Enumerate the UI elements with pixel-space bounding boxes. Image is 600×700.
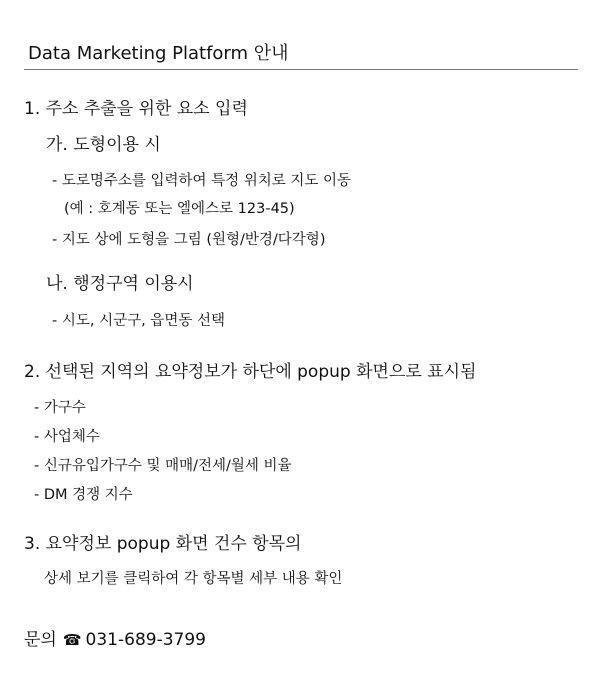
section-2-item-4: - DM 경쟁 지수 bbox=[34, 487, 133, 503]
section-2-heading: 2. 선택된 지역의 요약정보가 하단에 popup 화면으로 표시됨 bbox=[24, 362, 477, 382]
subsection-1a-item-1: - 도로명주소를 입력하여 특정 위치로 지도 이동 bbox=[52, 173, 352, 189]
subsection-1a-heading: 가. 도형이용 시 bbox=[46, 135, 161, 155]
title-divider bbox=[24, 69, 578, 70]
section-2-item-2: - 사업체수 bbox=[34, 429, 100, 445]
subsection-1a-item-2: (예 : 호계동 또는 엘에스로 123-45) bbox=[64, 201, 295, 217]
contact-line bbox=[24, 625, 206, 650]
contact-phone-number[interactable]: 031-689-3799 bbox=[85, 630, 206, 650]
section-3-item-1: 상세 보기를 클릭하여 각 항목별 세부 내용 확인 bbox=[44, 571, 343, 587]
contact-label: 문의 bbox=[24, 630, 57, 650]
section-2-item-3: - 신규유입가구수 및 매매/전세/월세 비율 bbox=[34, 458, 292, 474]
section-2-item-1: - 가구수 bbox=[34, 400, 86, 416]
subsection-1b-heading: 나. 행정구역 이용시 bbox=[46, 274, 194, 294]
subsection-1a-item-3: - 지도 상에 도형을 그림 (원형/반경/다각형) bbox=[52, 232, 326, 248]
subsection-1b-item-1: - 시도, 시군구, 읍면동 선택 bbox=[52, 313, 225, 329]
section-1-heading: 1. 주소 추출을 위한 요소 입력 bbox=[24, 99, 248, 119]
telephone-icon: ☎ bbox=[62, 631, 82, 649]
page-title: Data Marketing Platform 안내 bbox=[28, 43, 289, 64]
section-3-heading: 3. 요약정보 popup 화면 건수 항목의 bbox=[24, 534, 302, 554]
